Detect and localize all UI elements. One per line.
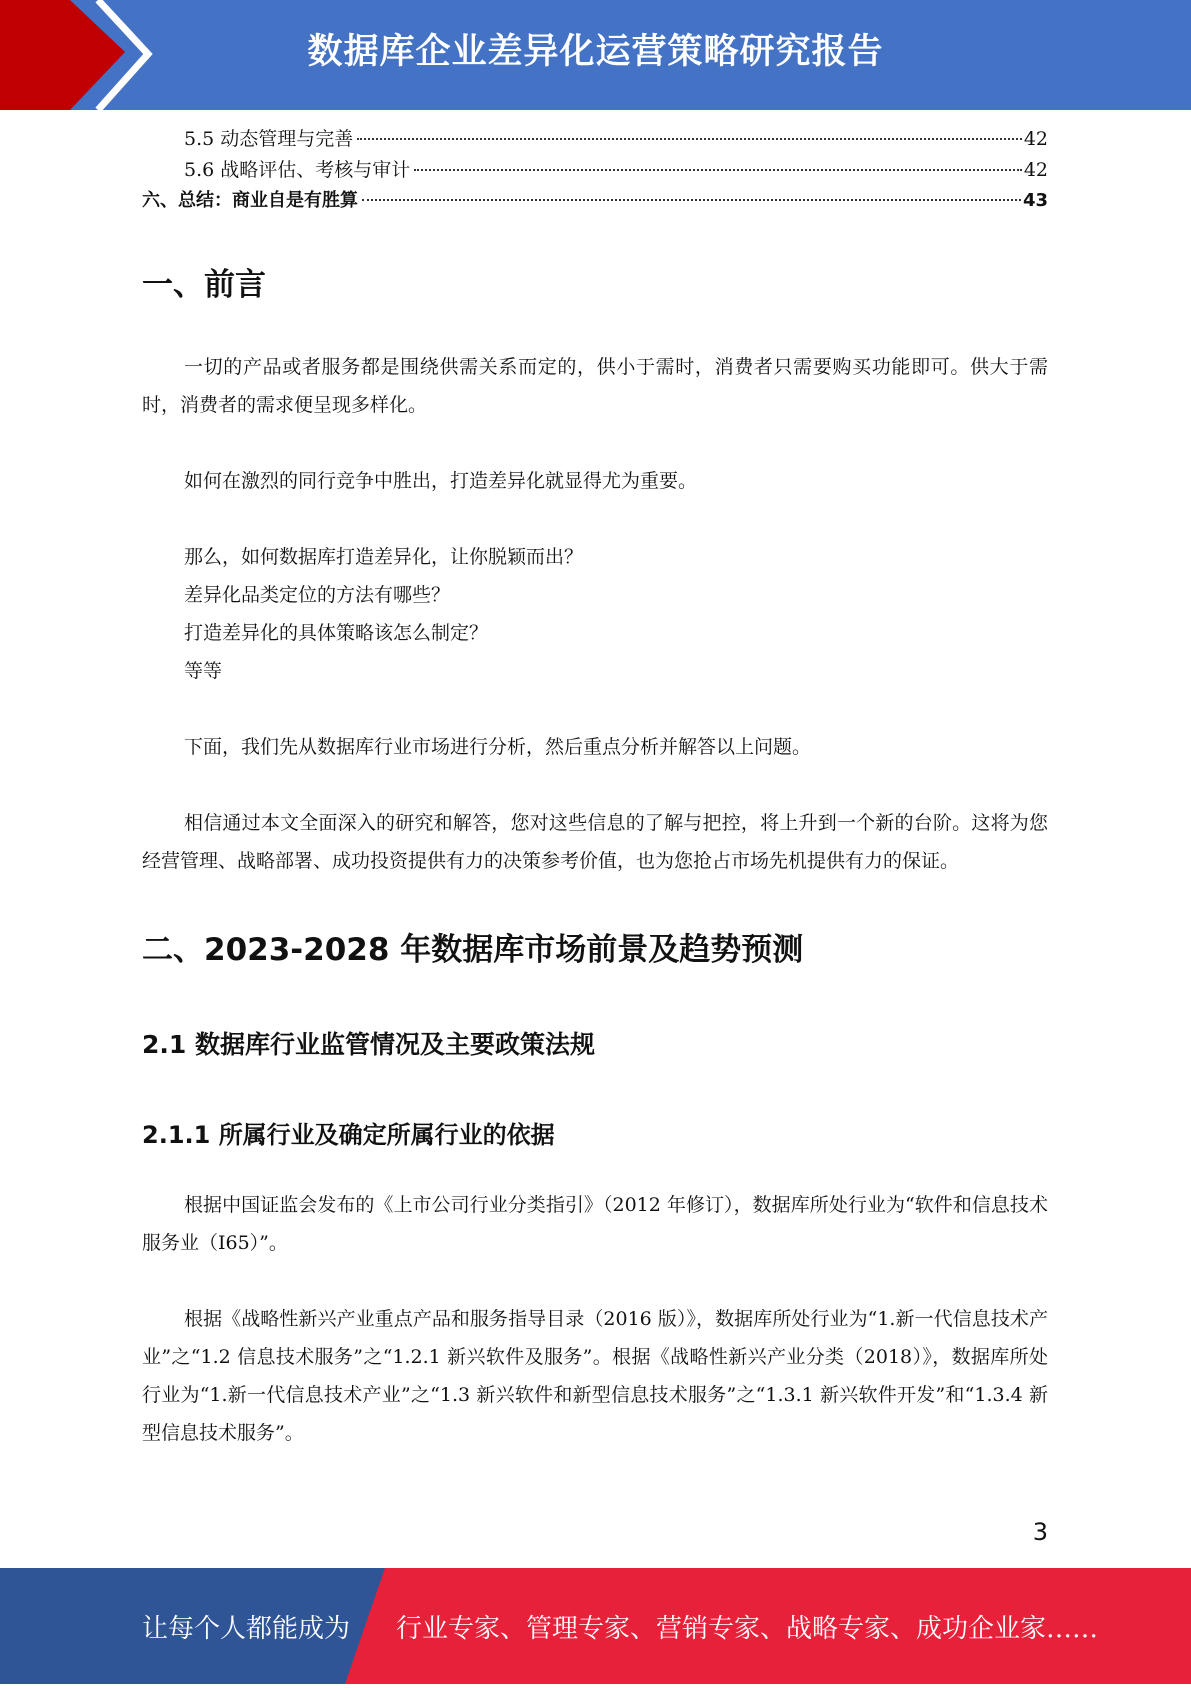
toc-entry-title: 5.5 动态管理与完善: [184, 128, 354, 150]
paragraph: 下面，我们先从数据库行业市场进行分析，然后重点分析并解答以上问题。: [184, 736, 812, 758]
toc-leader-dots: [362, 199, 1021, 201]
question-item: 等等: [184, 660, 223, 682]
paragraph: 根据中国证监会发布的《上市公司行业分类指引》（2012 年修订），数据库所处行业为“软件和信息技术服务业（I65）”。: [142, 1194, 1048, 1254]
toc-entry[interactable]: [142, 155, 1048, 186]
subsection-heading-industry: 2.1.1 所属行业及确定所属行业的依据: [142, 1121, 555, 1149]
toc-entry[interactable]: [142, 186, 1048, 217]
paragraph: 根据《战略性新兴产业重点产品和服务指导目录（2016 版）》，数据库所处行业为“1.新一代信息技术产业”之“1.2 信息技术服务”之“1.2.1 新兴软件及服务”。根据《战略性新兴产业分类（2018）》，数据库所处行业为“1.新一代信息技术产业”之“1.3 新兴软件和新型信息技术服务”之“1.3.1 新兴软件开发”和“1.3.4 新型信息技术服务”。: [142, 1308, 1048, 1444]
toc-entry-title: 六、总结：商业自是有胜算: [142, 190, 358, 211]
toc-entry-page: 42: [1023, 159, 1048, 181]
paragraph: 相信通过本文全面深入的研究和解答，您对这些信息的了解与把控，将上升到一个新的台阶。这将为您经营管理、战略部署、成功投资提供有力的决策参考价值，也为您抢占市场先机提供有力的保证。: [142, 812, 1048, 872]
toc-entry[interactable]: [142, 124, 1048, 155]
question-item: 那么，如何数据库打造差异化，让你脱颖而出？: [184, 546, 584, 568]
page-content: [142, 124, 1048, 1452]
footer-slogan-left: 让每个人都能成为: [142, 1614, 351, 1644]
question-item: 差异化品类定位的方法有哪些？: [184, 584, 451, 606]
table-of-contents: [142, 124, 1048, 217]
toc-leader-dots: [414, 169, 1022, 171]
toc-entry-page: 42: [1023, 128, 1048, 150]
question-item: 打造差异化的具体策略该怎么制定？: [184, 622, 489, 644]
page-header: [0, 0, 1191, 110]
page-footer: [0, 1568, 1191, 1684]
section-heading-market-outlook: 二、2023-2028 年数据库市场前景及趋势预测: [142, 932, 804, 968]
subsection-heading-regulation: 2.1 数据库行业监管情况及主要政策法规: [142, 1030, 595, 1059]
report-title: 数据库企业差异化运营策略研究报告: [307, 32, 884, 72]
toc-leader-dots: [357, 138, 1022, 140]
section-heading-preface: 一、前言: [142, 267, 266, 303]
toc-entry-title: 5.6 战略评估、考核与审计: [184, 159, 411, 181]
paragraph: 如何在激烈的同行竞争中胜出，打造差异化就显得尤为重要。: [184, 470, 698, 492]
footer-slogan-right: 行业专家、管理专家、营销专家、战略专家、成功企业家……: [396, 1614, 1099, 1644]
paragraph: 一切的产品或者服务都是围绕供需关系而定的，供小于需时，消费者只需要购买功能即可。供大于需时，消费者的需求便呈现多样化。: [142, 356, 1048, 416]
question-list: [142, 538, 1048, 690]
page-number: 3: [1032, 1518, 1048, 1546]
toc-entry-page: 43: [1022, 190, 1048, 211]
